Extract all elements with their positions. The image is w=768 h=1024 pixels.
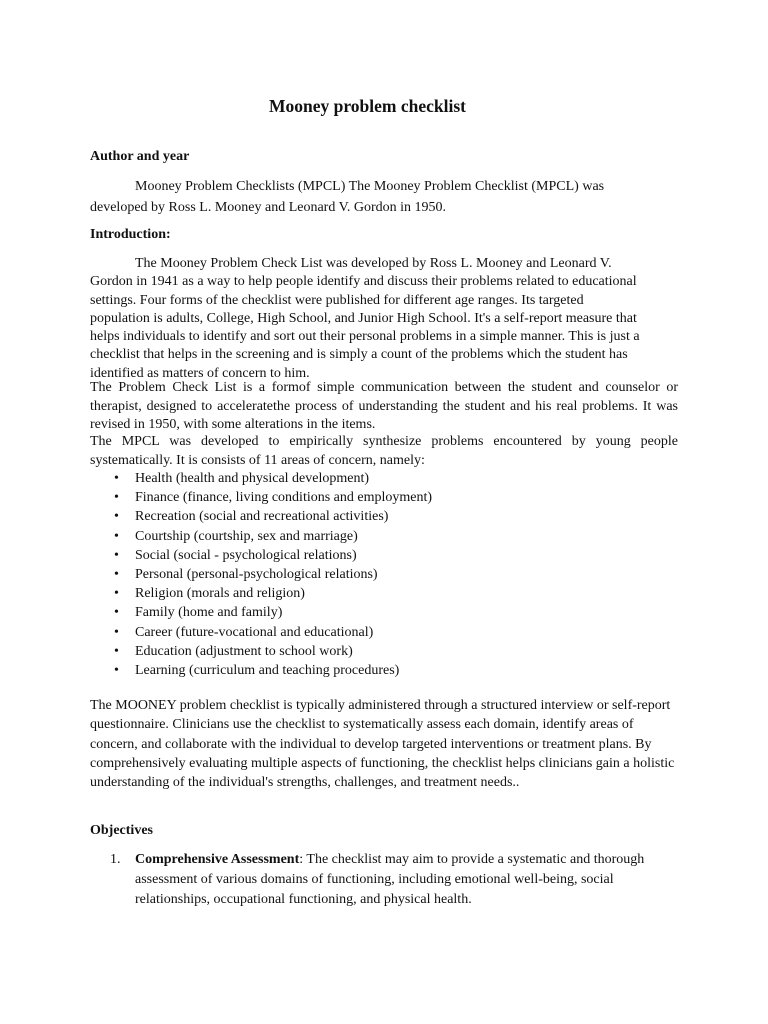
objective-text: : The checklist may aim to provide a systematic and thorough assessment of various domains of functioning, including emotional well-being, social relationships, occupational functioning, and physical health.	[135, 852, 645, 907]
objective-number: 1.	[110, 852, 121, 867]
list-item: • Health (health and physical development)	[135, 469, 432, 488]
administration-paragraph: The MOONEY problem checklist is typically administered through a structured interview or self-report questionnaire. Clinicians use the checklist to systematically assess each domain, identify areas of concern, and collaborate with the individual to develop targeted interventions or treatment plans. By comprehensively evaluating multiple aspects of functioning, the checklist helps clinicians gain a holistic understanding of the individual's strengths, challenges, and treatment needs..	[90, 698, 675, 791]
list-item: • Religion (morals and religion)	[135, 584, 432, 603]
objectives-heading: Objectives	[90, 823, 153, 838]
introduction-heading: Introduction:	[90, 227, 171, 242]
list-item: • Recreation (social and recreational activities)	[135, 507, 432, 526]
author-paragraph	[90, 176, 650, 218]
list-item: • Education (adjustment to school work)	[135, 642, 432, 661]
author-paragraph-text: Mooney Problem Checklists (MPCL) The Mooney Problem Checklist (MPCL) was developed by Ross L. Mooney and Leonard V. Gordon in 1950.	[90, 179, 605, 215]
introduction-paragraph-1	[90, 255, 645, 383]
document-title: Mooney problem checklist	[268, 96, 467, 116]
introduction-paragraph-3: The MPCL was developed to empirically synthesize problems encountered by young people systematically. It is consists of 11 areas of concern, namely:	[90, 434, 678, 468]
list-item: • Learning (curriculum and teaching procedures)	[135, 661, 432, 680]
introduction-paragraph-1-text: The Mooney Problem Check List was developed by Ross L. Mooney and Leonard V. Gordon in 1941 as a way to help people identify and discuss their problems related to educational settings. Four forms of the checklist were published for different age ranges. Its targeted population is adults, College, High School, and Junior High School. It's a self-report measure that helps individuals to identify and sort out their personal problems in a simple manner. This is just a checklist that helps in the screening and is simply a count of the problems which the student has identified as matters of concern to him.	[90, 256, 640, 381]
list-item: • Social (social - psychological relations)	[135, 546, 432, 565]
objective-item	[110, 850, 680, 910]
list-item: • Career (future-vocational and educational)	[135, 623, 432, 642]
objective-term: Comprehensive Assessment	[135, 852, 300, 867]
list-item: • Family (home and family)	[135, 603, 432, 622]
author-heading: Author and year	[90, 149, 190, 164]
list-item: • Personal (personal-psychological relations)	[135, 565, 432, 584]
areas-of-concern-list	[90, 469, 432, 680]
objectives-list	[90, 850, 680, 910]
list-item: • Finance (finance, living conditions and employment)	[135, 488, 432, 507]
list-item: • Courtship (courtship, sex and marriage)	[135, 527, 432, 546]
introduction-paragraph-2: The Problem Check List is a formof simple communication between the student and counselor or therapist, designed to acceleratethe process of understanding the student and his real problems. It was revised in 1950, with some alterations in the items.	[90, 380, 678, 432]
